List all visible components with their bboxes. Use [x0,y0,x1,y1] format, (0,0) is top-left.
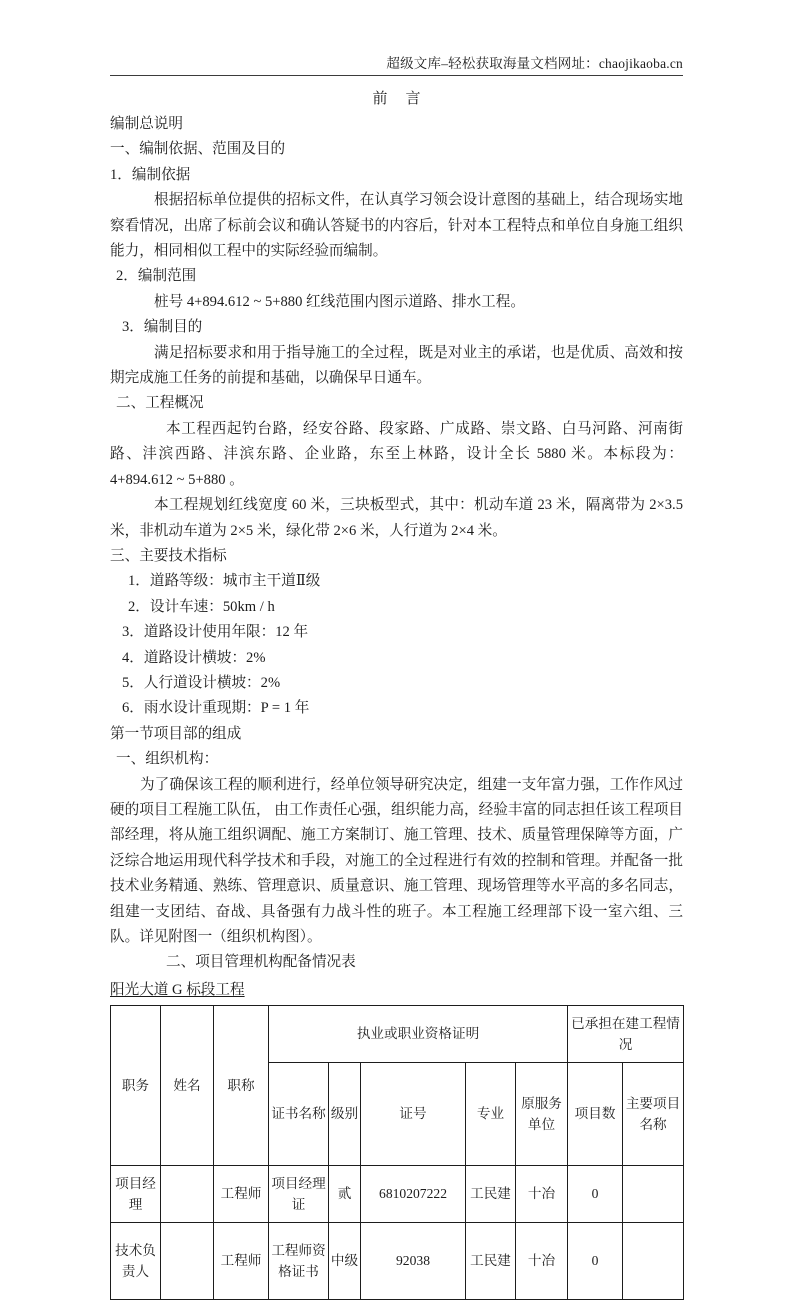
cell-cert-no: 92038 [361,1222,466,1299]
cell-duty: 技术负责人 [111,1222,161,1299]
cell-name [161,1165,214,1222]
th-title: 职称 [214,1005,269,1165]
cell-major: 工民建 [466,1165,516,1222]
header-url: chaojikaoba.cn [598,56,683,71]
heading-organization: 一、组织机构： [116,751,219,768]
table-caption [110,978,683,1002]
cell-org: 十冶 [516,1165,568,1222]
paragraph-1-1: 根据招标单位提供的招标文件，在认真学习领会设计意图的基础上，结合现场实地察看情况，出席了标前会议和确认答疑书的内容后，针对本工程特点和单位自身施工组织能力，相同相似工程中的实际经验而编制。 [110,192,683,260]
cell-cert-no: 6810207222 [361,1165,466,1222]
paragraph-2-2: 本工程规划红线宽度 60 米，三块板型式，其中：机动车道 23 米，隔离带为 2×3.5 米，非机动车道为 2×5 米，绿化带 2×6 米，人行道为 2×4 米。 [110,497,683,539]
cell-cert-name: 项目经理证 [269,1165,329,1222]
th-duty: 职务 [111,1005,161,1165]
th-project-count: 项目数 [568,1062,623,1165]
th-cert-no: 证号 [361,1062,466,1165]
indicator-item-2: 2．设计车速：50km / h [128,598,275,615]
cell-project-name [623,1165,684,1222]
cell-level: 中级 [329,1222,361,1299]
th-level: 级别 [329,1062,361,1165]
header-site-name: 超级文库–轻松获取海量文档 [386,56,558,71]
th-name: 姓名 [161,1005,214,1165]
indicator-item-3: 3．道路设计使用年限：12 年 [122,624,309,641]
cell-cert-name: 工程师资格证书 [269,1222,329,1299]
cell-project-count: 0 [568,1222,623,1299]
th-group-qualification: 执业或职业资格证明 [269,1005,568,1062]
heading-management-table: 二、项目管理机构配备情况表 [166,954,356,971]
paragraph-1-3: 满足招标要求和用于指导施工的全过程，既是对业主的承诺，也是优质、高效和按期完成施工任务的前提和基础，以确保早日通车。 [110,344,683,387]
heading-section-two: 二、工程概况 [116,395,204,412]
table-row [111,1165,684,1222]
table-group-header-row [111,1005,684,1062]
heading-chapter-one: 第一节项目部的组成 [110,725,242,742]
heading-section-one: 一、编制依据、范围及目的 [110,141,286,158]
th-group-ongoing: 已承担在建工程情况 [568,1005,684,1062]
heading-compilation-summary: 编制总说明 [110,116,183,132]
table-row [111,1222,684,1299]
cell-project-count: 0 [568,1165,623,1222]
page-title: 前言 [372,91,439,107]
th-major: 专业 [466,1062,516,1165]
heading-1-3: 3．编制目的 [122,319,203,336]
indicator-item-4: 4．道路设计横坡：2% [122,649,266,666]
running-header [110,56,683,76]
cell-org: 十冶 [516,1222,568,1299]
table-caption-text: 阳光大道 G 标段工程 [110,981,245,998]
cell-level: 贰 [329,1165,361,1222]
cell-name [161,1222,214,1299]
paragraph-1-2: 桩号 4+894.612 ~ 5+880 红线范围内图示道路、排水工程。 [154,293,525,310]
indicator-item-6: 6．雨水设计重现期：P = 1 年 [122,700,310,717]
th-project-name: 主要项目名称 [623,1062,684,1165]
paragraph-2-1: 本工程西起钓台路，经安谷路、段家路、广成路、崇文路、白马河路、河南街路、沣滨西路、沣滨东路、企业路，东至上林路，设计全长 5880 米。本标段为：4+894.612 ~ 5+880 。 [110,420,683,488]
header-url-label: 网址： [557,56,599,71]
heading-1-2: 2．编制范围 [116,268,197,285]
indicator-item-1: 1．道路等级：城市主干道Ⅱ级 [128,573,321,590]
paragraph-organization: 为了确保该工程的顺利进行，经单位领导研究决定，组建一支年富力强，工作作风过硬的项目工程施工队伍， 由工作责任心强，组织能力高，经验丰富的同志担任该工程项目部经理，将从施工组织调配、施工方案制订、施工管理、技术、质量管理保障等方面，广泛综合地运用现代科学技术和手段，对施工的全过程进行有效的控制和管理。并配备一批技术业务精通、熟练、管理意识、质量意识、施工管理、现场管理等水平高的多名同志，组建一支团结、奋战、具备强有力战斗性的班子。本工程施工经理部下设一室六组、三队。详见附图一（组织机构图）。 [110,776,683,945]
th-cert-name: 证书名称 [269,1062,329,1165]
staff-qualification-table [110,1005,684,1300]
cell-title: 工程师 [214,1222,269,1299]
indicator-item-5: 5．人行道设计横坡：2% [122,674,281,691]
th-org: 原服务单位 [516,1062,568,1165]
cell-duty: 项目经理 [111,1165,161,1222]
cell-project-name [623,1222,684,1299]
heading-section-three: 三、主要技术指标 [110,547,227,564]
heading-1-1: 1．编制依据 [110,166,191,183]
cell-title: 工程师 [214,1165,269,1222]
cell-major: 工民建 [466,1222,516,1299]
